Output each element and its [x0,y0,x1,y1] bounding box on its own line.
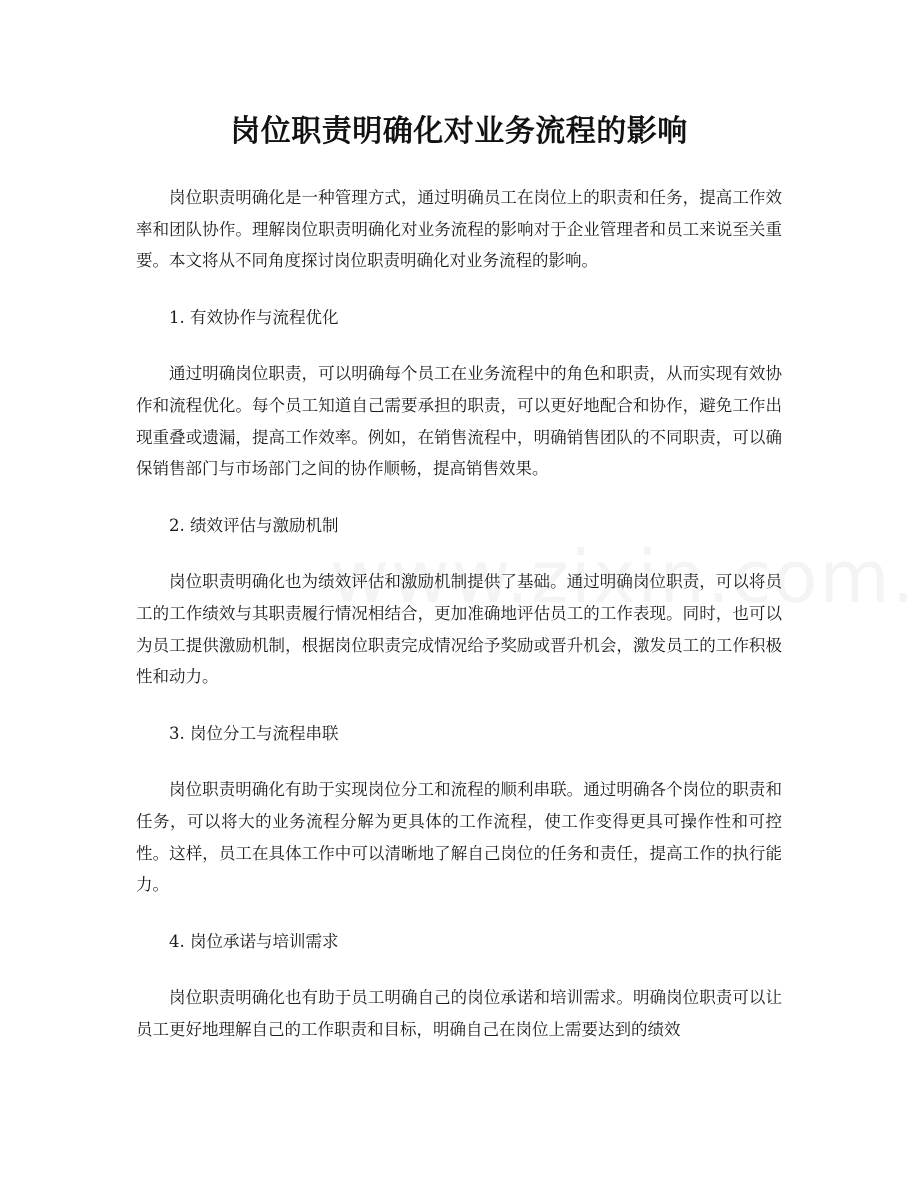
section-4-heading: 4. 岗位承诺与培训需求 [169,931,339,951]
section-2-heading: 2. 绩效评估与激励机制 [169,515,339,535]
section-2-body: 岗位职责明确化也为绩效评估和激励机制提供了基础。通过明确岗位职责，可以将员工的工作绩效与其职责履行情况相结合，更加准确地评估员工的工作表现。同时，也可以为员工提供激励机制，根据岗位职责完成情况给予奖励或晋升机会，激发员工的工作积极性和动力。 [136,572,782,687]
section-1-body: 通过明确岗位职责，可以明确每个员工在业务流程中的角色和职责，从而实现有效协作和流程优化。每个员工知道自己需要承担的职责，可以更好地配合和协作，避免工作出现重叠或遗漏，提高工作效率。例如，在销售流程中，明确销售团队的不同职责，可以确保销售部门与市场部门之间的协作顺畅，提高销售效果。 [136,364,782,479]
intro-paragraph: 岗位职责明确化是一种管理方式，通过明确员工在岗位上的职责和任务，提高工作效率和团队协作。理解岗位职责明确化对业务流程的影响对于企业管理者和员工来说至关重要。本文将从不同角度探讨岗位职责明确化对业务流程的影响。 [136,188,782,271]
document-body [136,182,782,1045]
section-3-body: 岗位职责明确化有助于实现岗位分工和流程的顺利串联。通过明确各个岗位的职责和任务，可以将大的业务流程分解为更具体的工作流程，使工作变得更具可操作性和可控性。这样，员工在具体工作中可以清晰地了解自己岗位的任务和责任，提高工作的执行能力。 [136,780,782,895]
section-3-heading: 3. 岗位分工与流程串联 [169,723,339,743]
document-title: 岗位职责明确化对业务流程的影响 [230,114,688,149]
section-4-body: 岗位职责明确化也有助于员工明确自己的岗位承诺和培训需求。明确岗位职责可以让员工更好地理解自己的工作职责和目标，明确自己在岗位上需要达到的绩效 [136,988,782,1039]
section-1-heading: 1. 有效协作与流程优化 [169,307,339,327]
